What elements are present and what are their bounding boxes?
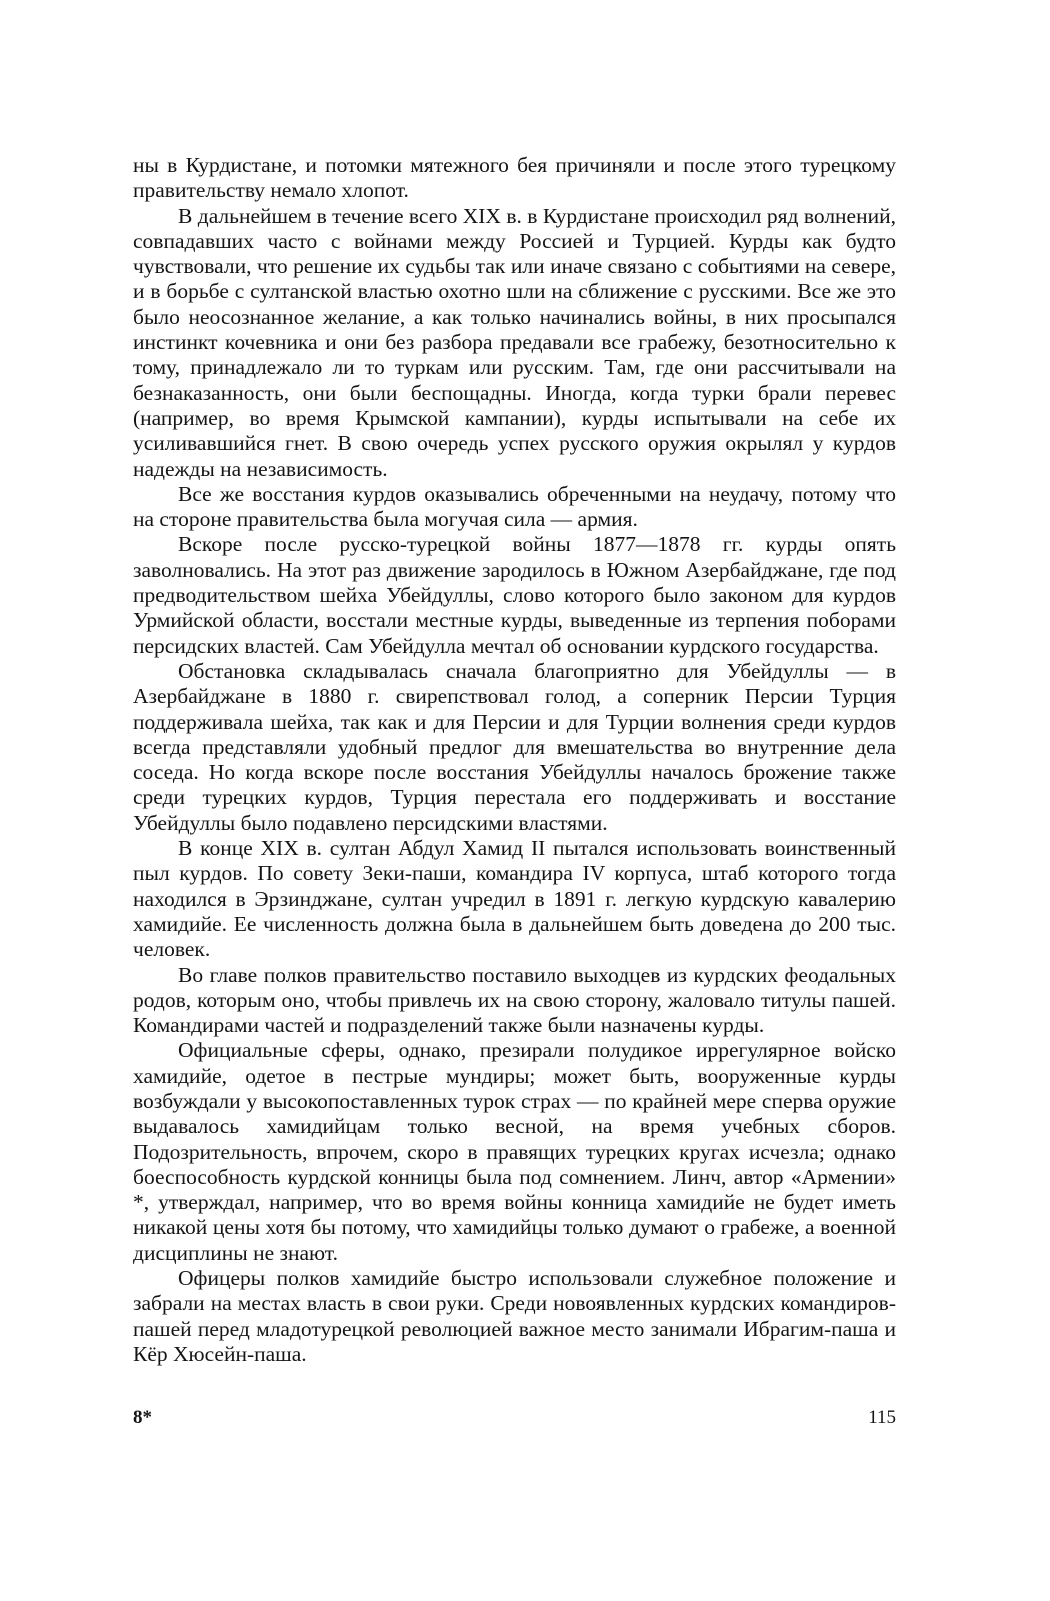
paragraph-5: Обстановка складывалась сначала благоприятно для Убейдуллы — в Азербайджане в 1880 г. свирепствовал голод, а соперник Персии Турция поддерживала шейха, так как и для Персии и для Турции волнения среди курдов всегда представляли удобный предлог для вмешательства во внутренние дела соседа. Но когда вскоре после восстания Убейдуллы началось брожение также среди турецких курдов, Турция перестала его поддерживать и восстание Убейдуллы было подавлено персидскими властями.	[133, 658, 896, 835]
paragraph-2: В дальнейшем в течение всего XIX в. в Курдистане происходил ряд волнений, совпадавших часто с войнами между Россией и Турцией. Курды как будто чувствовали, что решение их судьбы так или иначе связано с событиями на севере, и в борьбе с султанской властью охотно шли на сближение с русскими. Все же это было неосознанное желание, а как только начинались войны, в них просыпался инстинкт кочевника и они без разбора предавали все грабежу, безотносительно к тому, принадлежало ли то туркам или русским. Там, где они рассчитывали на безнаказанность, они были беспощадны. Иногда, когда турки брали перевес (например, во время Крымской кампании), курды испытывали на себе их усиливавшийся гнет. В свою очередь успех русского оружия окрылял у курдов надежды на независимость.	[133, 203, 896, 481]
signature-mark: 8*	[133, 1407, 152, 1428]
paragraph-1: ны в Курдистане, и потомки мятежного бея причиняли и после этого турецкому правительству немало хлопот.	[133, 153, 896, 203]
paragraph-7: Во главе полков правительство поставило выходцев из курдских феодальных родов, которым оно, чтобы привлечь их на свою сторону, жаловало титулы пашей. Командирами частей и подразделений также были назначены курды.	[133, 962, 896, 1038]
page-footer	[133, 1407, 896, 1437]
paragraph-8: Официальные сферы, однако, презирали полудикое иррегулярное войско хамидийе, одетое в пестрые мундиры; может быть, вооруженные курды возбуждали у высокопоставленных турок страх — по крайней мере сперва оружие выдавалось хамидийцам только весной, на время учебных сборов. Подозрительность, впрочем, скоро в правящих турецких кругах исчезла; однако боеспособность курдской конницы была под сомнением. Линч, автор «Армении» *, утверждал, например, что во время войны конница хамидийе не будет иметь никакой цены хотя бы потому, что хамидийцы только думают о грабеже, а военной дисциплины не знают.	[133, 1038, 896, 1265]
page-number: 115	[868, 1407, 896, 1428]
paragraph-4: Вскоре после русско-турецкой войны 1877—1878 гг. курды опять заволновались. На этот раз движение зародилось в Южном Азербайджане, где под предводительством шейха Убейдуллы, слово которого было законом для курдов Урмийской области, восстали местные курды, выведенные из терпения поборами персидских властей. Сам Убейдулла мечтал об основании курдского государства.	[133, 532, 896, 658]
paragraph-6: В конце XIX в. султан Абдул Хамид II пытался использовать воинственный пыл курдов. По совету Зеки-паши, командира IV корпуса, штаб которого тогда находился в Эрзинджане, султан учредил в 1891 г. легкую курдскую кавалерию хамидийе. Ее численность должна была в дальнейшем быть доведена до 200 тыс. человек.	[133, 836, 896, 962]
page-text	[133, 153, 896, 1367]
paragraph-3: Все же восстания курдов оказывались обреченными на неудачу, потому что на стороне правительства была могучая сила — армия.	[133, 481, 896, 532]
paragraph-9: Офицеры полков хамидийе быстро использовали служебное положение и забрали на местах власть в свои руки. Среди новоявленных курдских командиров-пашей перед младотурецкой революцией важное место занимали Ибрагим-паша и Кёр Хюсейн-паша.	[133, 1266, 896, 1366]
